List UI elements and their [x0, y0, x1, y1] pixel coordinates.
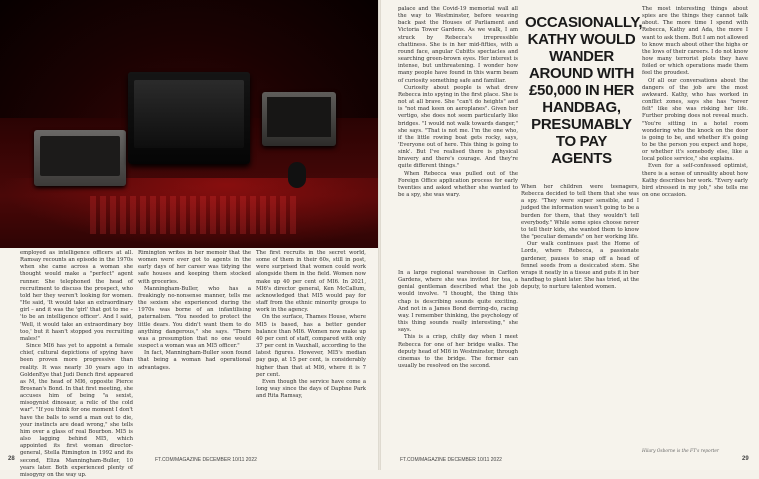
paragraph: Manningham-Buller, who has a freakingly no-nonsense manner, tells me the sexism she experienced during the 1970s was borne of an infantilising paternalism. "You needed to protect the little dears. You didn't want them to do anything dangerous," she says. "There was a presumption that no one would suspect a woman was an MI5 officer."	[138, 285, 251, 350]
paragraph: Our walk continues past the Home of Lords, where Rebecca, a passionate gardener, pauses to snap off a head of fennel seeds from a desiccated stem. She wraps it neatly in a tissue and puts it in her handbag to plant later. She has tried, at the deputy, to nurture talented women.	[521, 241, 639, 291]
briefcase-photo	[0, 0, 378, 248]
pull-quote: OCCASIONALLY, KATHY WOULD WANDER AROUND WITH £50,000 IN HER HANDBAG, PRESUMABLY TO PAY AGENTS	[525, 14, 643, 167]
silver-briefcase	[34, 130, 126, 186]
paragraph: Of all our conversations about the dangers of the job are the most awkward. Kathy, who has worked in conflict zones, says she has "never felt" like she was risking her life. Further probing does not reveal much. "You're sitting in a hotel room wondering who the knock on the door is going to be, and whether it's going to be the person you expect and hope, or whether it's somebody else, like a local police service," she explains.	[642, 77, 748, 163]
grey-case	[262, 92, 336, 146]
footer-right-label: FT.COM/MAGAZINE DECEMBER 10/11 2022	[400, 457, 502, 463]
right-column-1-lower	[398, 270, 518, 370]
paragraph: Since MI6 has yet to appoint a female chief, cultural depictions of spying have been proven more progressive than reality. It was nearly 30 years ago in GoldenEye that Judi Dench first appeared as M, the head of MI6, opposite Pierce Brosnan's Bond. In that first meeting, she accuses him of being "a sexist, misogynist dinosaur, a relic of the cold war". "If you think for one moment I don't have the balls to send a man out to die, your instincts are dead wrong," she tells him over a glass of real Bourbon. MI5 is also lagging behind MI5, which appointed its first woman director-general, Stella Rimington in 1992 and its second, Eliza Manningham-Buller, 10 years later. Both experienced plenty of misogyny on the way up.	[20, 343, 133, 478]
paragraph: In a large regional warehouse in Carlton Gardens, where she was invited for tea, a genial gentleman described what the job would involve. "I thought, the thing this chap is describing sounds quite exciting. And not in a James Bond derring-do, racing way. I remember thinking, the psychology of this thing sounds really interesting," she says.	[398, 270, 518, 334]
paragraph: In fact, Manningham-Buller soon found that being a woman had operational advantages.	[138, 350, 251, 371]
paragraph: When her children were teenagers, Rebecca decided to tell them that she was a spy. "They were super sensible, and I judged the information wasn't going to be a burden for them, that they wouldn't tell everybody." While some spies choose never to tell their kids, she wanted them to know the "peculiar demands" on her working life.	[521, 184, 639, 241]
paragraph: Curiosity about people is what drew Rebecca into spying in the first place. She is not at all brave. She "can't do heights" and is "not mad keen on aeroplanes". Given her vertigo, she does not seem particularly like bridges. "I would not walk towards danger," she says. "That is not me. I'm the one who, if the little rowing boat gets rocky, says, 'Everyone out of here. This thing is going to sink'. But I've realised there is physical bravery and there's courage. And they're quite different things."	[398, 84, 518, 170]
paragraph: When Rebecca was pulled out of the Foreign Office application process for early twenties and asked whether she wanted to be a spy, she was wary.	[398, 170, 518, 199]
black-briefcase	[128, 72, 250, 164]
author-credit: Hilary Osborne is the FT's reporter	[642, 449, 719, 454]
computer-mouse	[288, 162, 306, 188]
paragraph: The first recruits in the secret world, some of them in their 60s, still in post, were surprised that women could work alongside them in the field. Women now make up 40 per cent of MI6. In 2021, MI6's director general, Ken McCallum, acknowledged that MI5 would pay for staff from the ethnic minority groups to work in the agency.	[256, 250, 366, 314]
paragraph: employed as intelligence officers at all. Ramsay recounts an episode in the 1970s when she came across a woman she thought would make a "perfect" agent runner. She telephoned the head of recruitment to discuss the prospect, who told her they weren't looking for women. "He said, 'It would take an extraordinary girl – and it was the 'girl' that got to me – 'to be an intelligence officer'. And I said, 'Well, it would take an extraordinary boy too,' but it hasn't stopped you recruiting males!"	[20, 250, 133, 342]
left-column-2	[138, 250, 251, 372]
paragraph: palace and the Covid-19 memorial wall all the way to Westminster, before weaving back past the Houses of Parliament and Victoria Tower Gardens. As we walk, I am struck by Rebecca's irrepressible chattiness. She is in her mid-fifties, with a round face, angular Cubitts spectacles and searching green-brown eyes. Her interest is intense, but unthreatening. I wonder how many people have found in this warm beam of curiosity something safe and familiar.	[398, 6, 518, 84]
left-column-3	[256, 250, 366, 400]
page-number-right: 29	[742, 456, 749, 462]
paragraph: On the surface, Thames House, where MI5 is based, has a better gender balance than MI6. Women now make up 40 per cent of staff, compared with only 37 per cent in Vauxhall, according to the latest figures. However, MI5's median pay gap, at 15 per cent, is considerably higher than that at MI6, where it is 7 per cent.	[256, 314, 366, 378]
keyboard-glow	[90, 196, 300, 234]
page-number-left: 28	[8, 456, 15, 462]
right-column-2	[521, 184, 639, 291]
paragraph: Even for a self-confessed optimist, there is a sense of unreality about how Kathy describes her work. "Every early bird stressed in my job," she tells me on one occasion.	[642, 163, 748, 199]
paragraph: The most interesting things about spies are the things they cannot talk about. The more time I spend with Rebecca, Kathy and Ada, the more I want to ask them. But I am not allowed to know much about other the highs or the lows of their careers. I do not know how many terrorist plots they have foiled or which operations made them feel the proudest.	[642, 6, 748, 77]
left-page	[0, 0, 378, 478]
footer-left-label: FT.COM/MAGAZINE DECEMBER 10/11 2022	[155, 457, 257, 463]
right-column-1	[398, 6, 518, 199]
paragraph: Rimington writes in her memoir that the women were ever got to agents in the early days of her career was tidying the safe houses and keeping them stocked with groceries.	[138, 250, 251, 285]
left-column-1	[20, 250, 133, 479]
paragraph: This is a crisp, chilly day when I meet Rebecca for one of her bridge walks. The deputy head of MI6 in Westminster, through cinemas to the bridge. The former can usually be resolved on the second.	[398, 334, 518, 370]
paragraph: Even though the service have come a long way since the days of Daphne Park and Rita Ramsay,	[256, 378, 366, 400]
right-column-3	[642, 6, 748, 199]
